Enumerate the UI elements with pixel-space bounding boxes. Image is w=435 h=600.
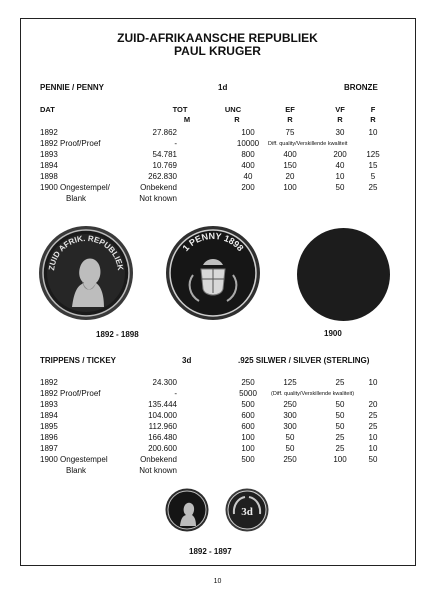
table-row: 1900 Ongestempel/ Onbekend 200 100 50 25 — [40, 183, 378, 192]
col-unc-header: UNC R — [224, 105, 242, 124]
table-row: 1892 24.300 250 125 25 10 — [40, 378, 378, 387]
table-row: Blank Not known — [66, 466, 177, 475]
table-row: Blank Not known — [66, 194, 177, 203]
tickey-reverse-coin — [225, 488, 269, 532]
svg-text:3d: 3d — [241, 506, 253, 518]
table-row: 1892 Proof/Proef - 10000 — [40, 139, 260, 148]
tickey-proof-note: (Diff. quality/Verskillende kwaliteit) — [271, 391, 355, 397]
tickey-metal: .925 SILWER / SILVER (STERLING) — [238, 356, 370, 365]
col-f-header: F R — [370, 105, 376, 124]
table-row: 1898 262.830 40 20 10 5 — [40, 172, 376, 181]
col-dat-header: DAT — [40, 105, 55, 114]
tickey-obverse-coin — [165, 488, 209, 532]
tickey-denomination: 3d — [182, 356, 192, 365]
page-title: ZUID-AFRIKAANSCHE REPUBLIEK — [117, 31, 318, 45]
table-row: 1893 54.781 800 400 200 125 — [40, 150, 380, 159]
penny-proof-note: Diff. quality/Verskillende kwaliteit — [268, 141, 348, 147]
svg-text:1 PENNY 1898: 1 PENNY 1898 — [180, 230, 246, 254]
svg-text:ZUID AFRIK. REPUBLIEK: ZUID AFRIK. REPUBLIEK — [47, 233, 125, 272]
penny-obverse-coin — [38, 225, 134, 321]
page-number: 10 — [213, 578, 222, 585]
table-row: 1893 135.444 500 250 50 20 — [40, 400, 378, 409]
table-row: 1894 10.769 400 150 40 15 — [40, 161, 378, 170]
penny-reverse-coin — [165, 225, 261, 321]
tickey-section-name: TRIPPENS / TICKEY — [40, 356, 117, 365]
penny-section-name: PENNIE / PENNY — [40, 83, 105, 92]
table-row: 1892 Proof/Proef - 5000 — [40, 389, 257, 398]
col-tot-header: TOT M — [172, 105, 191, 124]
table-row: 1900 Ongestempel Onbekend 500 250 100 50 — [40, 455, 378, 464]
table-row: 1895 112.960 600 300 50 25 — [40, 422, 378, 431]
page-subtitle: PAUL KRUGER — [174, 44, 261, 58]
col-vf-header: VF R — [335, 105, 345, 124]
table-row: 1892 27.862 100 75 30 10 — [40, 128, 378, 137]
table-row: 1896 166.480 100 50 25 10 — [40, 433, 378, 442]
tickey-caption: 1892 - 1897 — [189, 547, 232, 556]
penny-caption-left: 1892 - 1898 — [96, 330, 139, 339]
penny-caption-right: 1900 — [324, 329, 342, 338]
penny-denomination: 1d — [218, 83, 228, 92]
penny-metal: BRONZE — [344, 83, 378, 92]
table-row: 1897 200.600 100 50 25 10 — [40, 444, 378, 453]
col-ef-header: EF R — [285, 105, 295, 124]
table-row: 1894 104.000 600 300 50 25 — [40, 411, 378, 420]
penny-blank-coin — [297, 228, 390, 321]
